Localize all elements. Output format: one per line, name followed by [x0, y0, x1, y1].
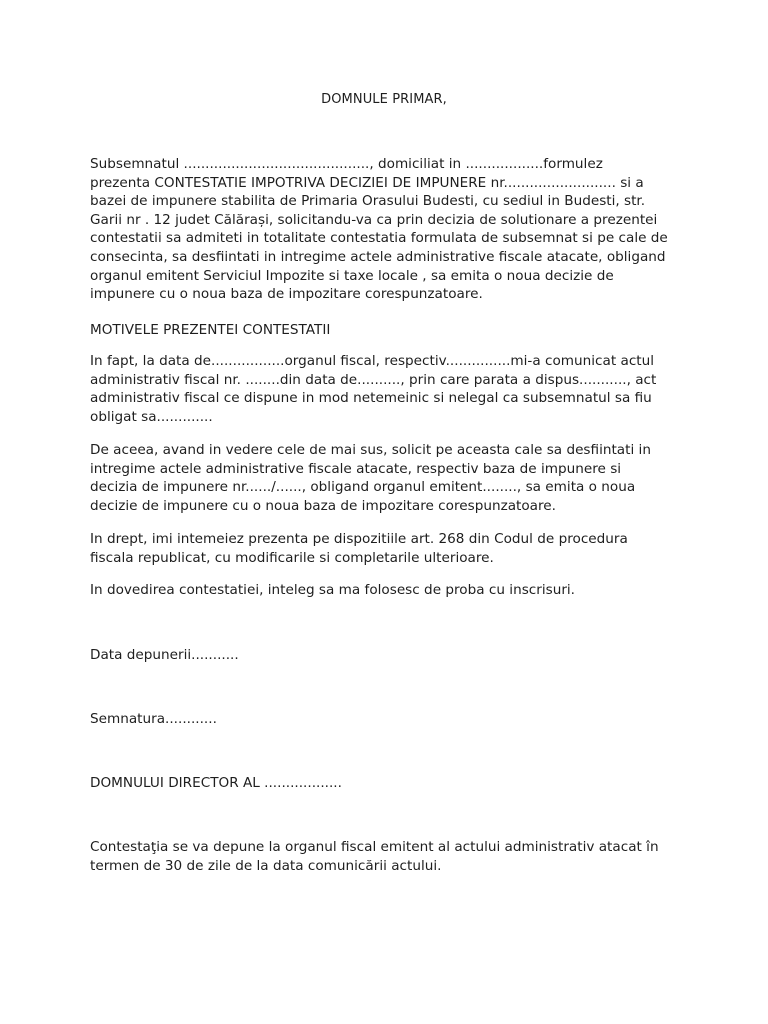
document-title: DOMNULE PRIMAR, — [321, 92, 447, 107]
director-text: DOMNULUI DIRECTOR AL .................. — [90, 775, 342, 791]
text-line: obligat sa............. — [90, 408, 213, 425]
section-heading — [90, 321, 682, 340]
text-line: impunere cu o noua baza de impozitare corespunzatoare. — [90, 286, 483, 303]
text-line: In drept, imi intemeiez prezenta pe dispozitiile art. 268 din Codul de procedura — [90, 531, 628, 547]
text-line: contestatii sa admiteti in totalitate contestatia formulata de subsemnat si pe cale de — [90, 230, 668, 247]
text-line: organul emitent Serviciul Impozite si taxe locale , sa emita o noua decizie de — [90, 267, 614, 284]
text-line: Subsemnatul ..........................................., domiciliat in ..................formulez — [90, 156, 603, 172]
text-line: administrativ fiscal nr. ........din data de.........., prin care parata a dispus..........., act — [90, 371, 657, 388]
text-line: De aceea, avand in vedere cele de mai sus, solicit pe aceasta cale sa desfiintati in — [90, 442, 651, 458]
text-line: In fapt, la data de.................organul fiscal, respectiv...............mi-a comunicat actul — [90, 353, 655, 369]
text-line: administrativ fiscal ce dispune in mod netemeinic si nelegal ca subsemnatul sa fiu — [90, 390, 652, 407]
text-line: bazei de impunere stabilita de Primaria Orasului Budesti, cu sediul in Budesti, str. — [90, 193, 646, 210]
text-line: fiscala republicat, cu modificarile si completarile ulterioare. — [90, 549, 494, 566]
date-line — [90, 646, 682, 665]
text-line: decizia de impunere nr....../......, obligand organul emitent........, sa emita o noua — [90, 479, 636, 496]
paragraph-law — [90, 530, 682, 567]
text-line: Garii nr . 12 judet Călărași, solicitandu-va ca prin decizia de solutionare a prezentei — [90, 211, 658, 228]
text-line: prezenta CONTESTATIE IMPOTRIVA DECIZIEI DE IMPUNERE nr.......................... si a — [90, 174, 644, 191]
text-line: decizie de impunere cu o noua baza de impozitare corespunzatoare. — [90, 497, 556, 514]
submission-note — [90, 838, 682, 875]
paragraph-intro — [90, 155, 682, 304]
date-text: Data depunerii........... — [90, 647, 239, 663]
text-line: consecinta, sa desfiintati in intregime actele administrative fiscale atacate, obligand — [90, 248, 666, 265]
paragraph-request — [90, 441, 682, 515]
paragraph-evidence — [90, 581, 682, 600]
text-line: Contestaţia se va depune la organul fiscal emitent al actului administrativ atacat în — [90, 839, 659, 855]
paragraph-facts — [90, 352, 682, 426]
section-heading-text: MOTIVELE PREZENTEI CONTESTATII — [90, 322, 331, 338]
text-line: termen de 30 de zile de la data comunicării actului. — [90, 857, 442, 874]
signature-line — [90, 710, 682, 729]
director-line — [90, 774, 682, 793]
text-line: intregime actele administrative fiscale atacate, respectiv baza de impunere si — [90, 460, 622, 477]
signature-text: Semnatura............ — [90, 711, 217, 727]
text-line: In dovedirea contestatiei, inteleg sa ma folosesc de proba cu inscrisuri. — [90, 582, 576, 598]
